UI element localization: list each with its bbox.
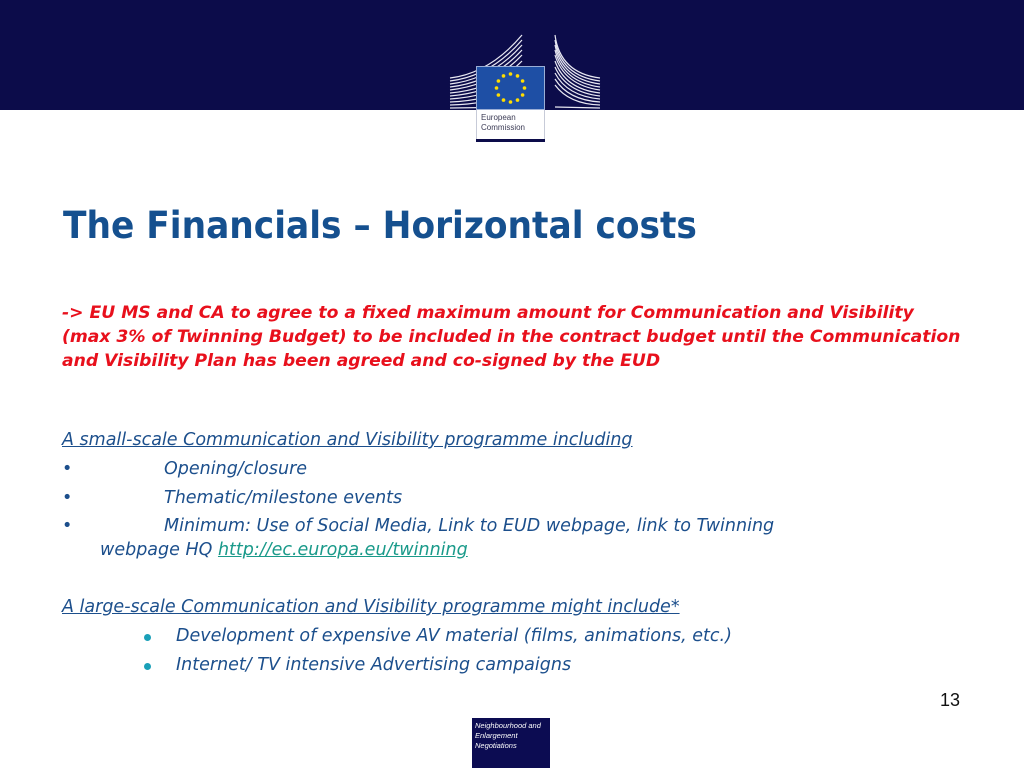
list-item-text: Internet/ TV intensive Advertising campaigns [176,655,572,675]
footer-logo-line: Neighbourhood and [475,721,541,730]
footer-logo-line: Negotiations [475,741,517,750]
bullet-icon: • [62,488,73,508]
bullet-icon: • [62,459,73,479]
highlight-paragraph: -> EU MS and CA to agree to a fixed maximum amount for Communication and Visibility (max 3% of Twinning Budget) to be included in the contract budget until the Communication and Visibility Plan has been agreed and co-signed by the EUD [62,303,961,371]
list-item-text: Thematic/milestone events [164,488,403,508]
continuation-text: webpage HQ [100,540,218,560]
list-item-continuation [100,540,468,560]
ec-label-line: European [481,113,516,122]
list-item-text: Minimum: Use of Social Media, Link to EUD webpage, link to Twinning [164,516,775,536]
bullet-icon [144,663,151,670]
page-number: 13 [940,690,961,710]
bullet-icon: • [62,516,73,536]
footer-logo-line: Enlargement [475,731,518,740]
list-item-text: Development of expensive AV material (films, animations, etc.) [176,626,732,646]
large-scale-heading: A large-scale Communication and Visibility programme might include* [62,597,680,617]
slide-title: The Financials – Horizontal costs [63,204,697,247]
neighbourhood-enlargement-logo [472,718,550,768]
eu-flag-icon [476,66,545,110]
bullet-icon [144,634,151,641]
twinning-link[interactable]: http://ec.europa.eu/twinning [217,540,468,560]
small-scale-heading: A small-scale Communication and Visibility programme including [62,430,633,450]
european-commission-label [476,110,545,140]
ec-label-line: Commission [481,123,526,132]
ec-logo-underline [476,139,545,142]
list-item-text: Opening/closure [164,459,308,479]
